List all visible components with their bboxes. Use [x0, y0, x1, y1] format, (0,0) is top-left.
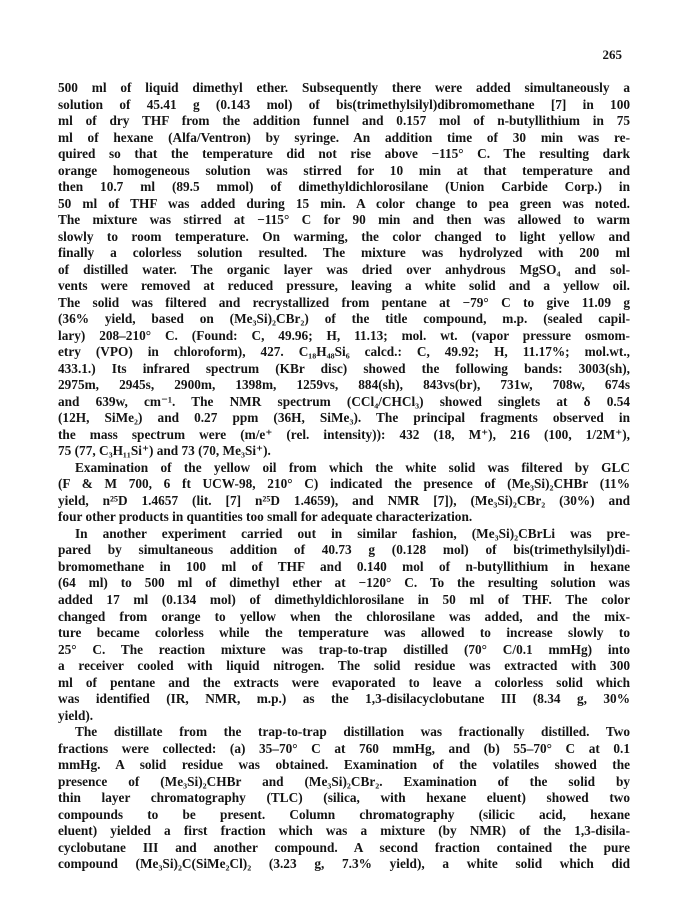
text-line: bromomethane in 100 ml of THF and 0.140 mol of n-butyllithium in hexane	[58, 558, 630, 574]
body-text	[58, 80, 630, 873]
text-line: Examination of the yellow oil from which the white solid was filtered by GLC	[75, 459, 630, 475]
text-line: The solid was filtered and recrystallized from pentane at −79° C to give 11.09 g	[58, 294, 630, 310]
text-line: vents were removed at reduced pressure, leaving a white solid and a yellow oil.	[58, 278, 630, 294]
text-line: compounds to be present. Column chromatography (silicic acid, hexane	[58, 806, 630, 822]
text-line: ml of pentane and the extracts were evaporated to leave a colorless solid which	[58, 674, 630, 690]
text-line: a receiver cooled with liquid nitrogen. The solid residue was extracted with 300	[58, 658, 630, 674]
text-line: (64 ml) to 500 ml of dimethyl ether at −120° C. To the resulting solution was	[58, 575, 630, 591]
text-line: 500 ml of liquid dimethyl ether. Subsequently there were added simultaneously a	[58, 80, 630, 95]
text-line: four other products in quantities too small for adequate characterization.	[58, 509, 473, 525]
text-line: fractions were collected: (a) 35–70° C at 760 mmHg, and (b) 55–70° C at 0.1	[58, 740, 630, 756]
text-line: etry (VPO) in chloroform), 427. C₁₈H₄₈Si₆ calcd.: C, 49.92; H, 11.17%; mol.wt.,	[58, 344, 630, 360]
text-line: ml of dry THF from the addition funnel and 0.157 mol of n-butyllithium in 75	[58, 113, 630, 129]
text-line: solution of 45.41 g (0.143 mol) of bis(trimethylsilyl)dibromomethane [7] in 100	[58, 96, 630, 112]
text-line: slowly to room temperature. On warming, the color changed to light yellow and	[58, 228, 630, 244]
text-line: thin layer chromatography (TLC) (silica, with hexane eluent) showed two	[58, 790, 630, 806]
text-line: presence of (Me₃Si)₂CHBr and (Me₃Si)₂CBr₂. Examination of the solid by	[58, 773, 630, 789]
text-line: (36% yield, based on (Me₃Si)₂CBr₂) of the title compound, m.p. (sealed capil-	[58, 311, 630, 327]
text-line: yield).	[58, 707, 94, 723]
text-line: 75 (77, C₃H₁₁Si⁺) and 73 (70, Me₃Si⁺).	[58, 443, 271, 459]
text-line: lary) 208–210° C. (Found: C, 49.96; H, 11.13; mol. wt. (vapor pressure osmom-	[58, 327, 630, 343]
text-line: then 10.7 ml (89.5 mmol) of dimethyldichlorosilane (Union Carbide Corp.) in	[58, 179, 630, 195]
text-line: ml of hexane (Alfa/Ventron) by syringe. An addition time of 30 min was re-	[58, 129, 630, 145]
text-line: ture became colorless while the temperature was allowed to increase slowly to	[58, 625, 630, 641]
text-line: compound (Me₃Si)₂C(SiMe₂Cl)₂ (3.23 g, 7.3% yield), a white solid which did	[58, 856, 630, 872]
text-line: and 639w, cm⁻¹. The NMR spectrum (CCl₄/CHCl₃) showed singlets at δ 0.54	[58, 393, 630, 409]
text-line: mmHg. A solid residue was obtained. Examination of the volatiles showed the	[58, 757, 630, 773]
text-line: added 17 ml (0.134 mol) of dimethyldichlorosilane in 50 ml of THF. The color	[58, 591, 630, 607]
text-line: of distilled water. The organic layer was dried over anhydrous MgSO₄ and sol-	[58, 261, 630, 277]
text-line: 433.1.) Its infrared spectrum (KBr disc) showed the following bands: 3003(sh),	[58, 360, 630, 376]
paragraph	[58, 724, 630, 873]
text-line: the mass spectrum were (m/e⁺ (rel. intensity)): 432 (18, M⁺), 216 (100, 1/2M⁺),	[58, 426, 630, 442]
paragraph	[58, 460, 630, 526]
text-line: 50 ml of THF was added during 15 min. A color change to pea green was noted.	[58, 195, 630, 211]
text-line: changed from orange to yellow when the chlorosilane was added, and the mix-	[58, 608, 630, 624]
text-line: The distillate from the trap-to-trap distillation was fractionally distilled. Two	[75, 724, 630, 740]
text-line: yield, n²⁵D 1.4657 (lit. [7] n²⁵D 1.4659), and NMR [7]), (Me₃Si)₂CBr₂ (30%) and	[58, 492, 630, 508]
text-line: (12H, SiMe₂) and 0.27 ppm (36H, SiMe₃). The principal fragments observed in	[58, 410, 630, 426]
text-line: finally a colorless solution resulted. The mixture was hydrolyzed with 200 ml	[58, 245, 630, 261]
text-line: orange homogeneous solution was stirred for 10 min at that temperature and	[58, 162, 630, 178]
paragraph	[58, 526, 630, 724]
text-line: cyclobutane III and another compound. A second fraction contained the pure	[58, 839, 630, 855]
text-line: The mixture was stirred at −115° C for 90 min and then was allowed to warm	[58, 212, 630, 228]
text-line: 2975m, 2945s, 2900m, 1398m, 1259vs, 884(sh), 843vs(br), 731w, 708w, 674s	[58, 377, 630, 393]
text-line: pared by simultaneous addition of 40.73 g (0.128 mol) of bis(trimethylsilyl)di-	[58, 542, 630, 558]
page-number: 265	[602, 47, 622, 62]
text-line: (F & M 700, 6 ft UCW-98, 210° C) indicated the presence of (Me₃Si)₂CHBr (11%	[58, 476, 630, 492]
text-line: In another experiment carried out in similar fashion, (Me₃Si)₂CBrLi was pre-	[75, 525, 630, 541]
text-line: was identified (IR, NMR, m.p.) as the 1,3-disilacyclobutane III (8.34 g, 30%	[58, 691, 630, 707]
paragraph	[58, 80, 630, 460]
text-line: quired so that the temperature did not rise above −115° C. The resulting dark	[58, 146, 630, 162]
text-line: 25° C. The reaction mixture was trap-to-trap distilled (70° C/0.1 mmHg) into	[58, 641, 630, 657]
text-line: eluent) yielded a first fraction which was a mixture (by NMR) of the 1,3-disila-	[58, 823, 630, 839]
